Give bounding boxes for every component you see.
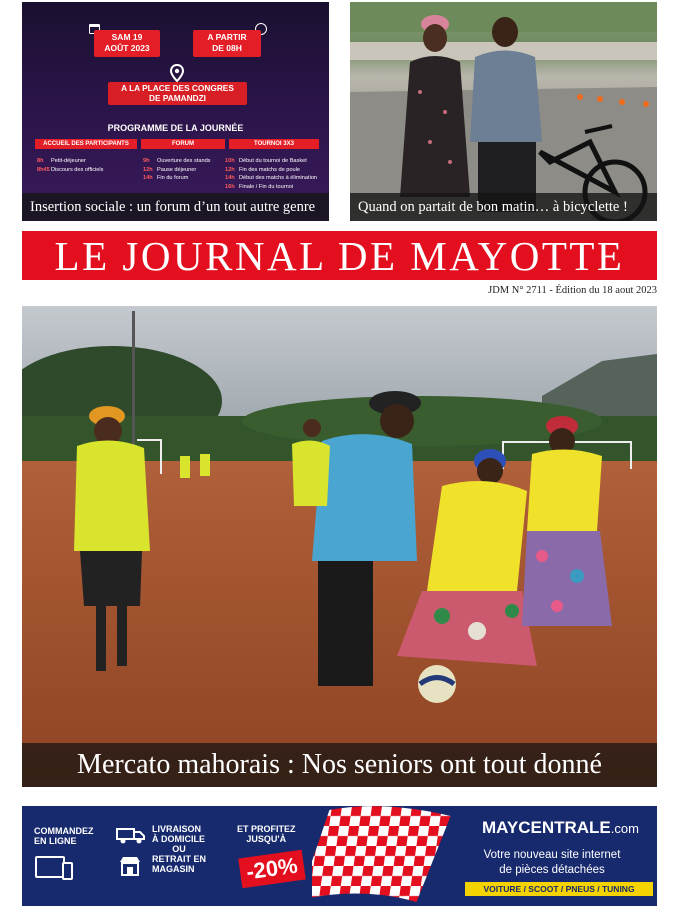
ad-tagline: Votre nouveau site internet de pièces détachées (483, 849, 621, 876)
programme-item: 9h Ouverture des stands (143, 158, 211, 164)
programme-column-header: TOURNOI 3X3 (229, 139, 319, 149)
location-pin-icon (170, 64, 184, 82)
programme-column-header: FORUM (141, 139, 225, 149)
ad-profit-text: ET PROFITEZ JUSQU'À (237, 824, 296, 844)
programme-item: 14h Début des matchs à élimination (225, 175, 318, 181)
delivery-truck-icon (116, 826, 146, 844)
programme-column-header: ACCUEIL DES PARTICIPANTS (35, 139, 137, 149)
lead-story-image[interactable] (22, 306, 657, 787)
maycentrale-ad-banner[interactable] (22, 806, 657, 906)
checkered-flag-graphic (312, 806, 462, 906)
ad-order-online-text: COMMANDEZ EN LIGNE (34, 826, 94, 846)
programme-item: 8h45Discours des officiels (37, 166, 104, 173)
programme-list (225, 157, 325, 191)
story-caption[interactable]: Insertion sociale : un forum d’un tout autre genre (22, 193, 329, 221)
event-time-value: DE 08H (212, 43, 242, 53)
edition-info: JDM N° 2711 - Édition du 18 aout 2023 (488, 285, 657, 296)
event-place-badge (108, 82, 247, 105)
newspaper-masthead: LE JOURNAL DE MAYOTTE (22, 231, 657, 280)
programme-item: 14h Fin du forum (143, 175, 189, 181)
event-place-line2: DE PAMANDZI (148, 93, 206, 103)
programme-title: PROGRAMME DE LA JOURNÉE (107, 123, 244, 133)
event-place-line1: A LA PLACE DES CONGRES (121, 83, 234, 93)
forum-poster-image[interactable] (22, 2, 329, 221)
ad-brand-name: MAYCENTRALE.com (482, 818, 639, 837)
event-time-badge (193, 30, 261, 57)
programme-item: 12h Pause déjeuner (143, 166, 197, 173)
event-date-month: AOÛT 2023 (104, 43, 150, 53)
event-date-badge (94, 30, 160, 57)
programme-item: 10h Début du tournoi de Basket (225, 158, 307, 164)
event-date-day: SAM 19 (111, 32, 143, 42)
programme-item: 16h Finale / Fin du tournoi (225, 183, 294, 190)
phone-icon (62, 862, 73, 880)
programme-list (37, 157, 137, 174)
bicycle-scene-illustration (350, 2, 657, 221)
computer-icon (35, 856, 65, 878)
seniors-football-illustration (22, 306, 657, 787)
programme-item: 12h Fin des matchs de poule (225, 166, 300, 173)
event-time-label: A PARTIR (207, 32, 247, 42)
story-caption[interactable]: Quand on partait de bon matin… à bicyclette ! (350, 193, 657, 221)
ad-categories-bar: VOITURE / SCOOT / PNEUS / TUNING (465, 882, 653, 896)
programme-item: 8h Petit-déjeuner (37, 158, 86, 164)
store-icon (119, 856, 141, 876)
lead-headline[interactable]: Mercato mahorais : Nos seniors ont tout donné (22, 743, 657, 787)
discount-badge: -20% (238, 850, 306, 889)
bicycle-story-image[interactable] (350, 2, 657, 221)
programme-list (143, 157, 227, 183)
ad-delivery-text: LIVRAISON À DOMICILE OU RETRAIT EN MAGASIN (152, 824, 206, 874)
